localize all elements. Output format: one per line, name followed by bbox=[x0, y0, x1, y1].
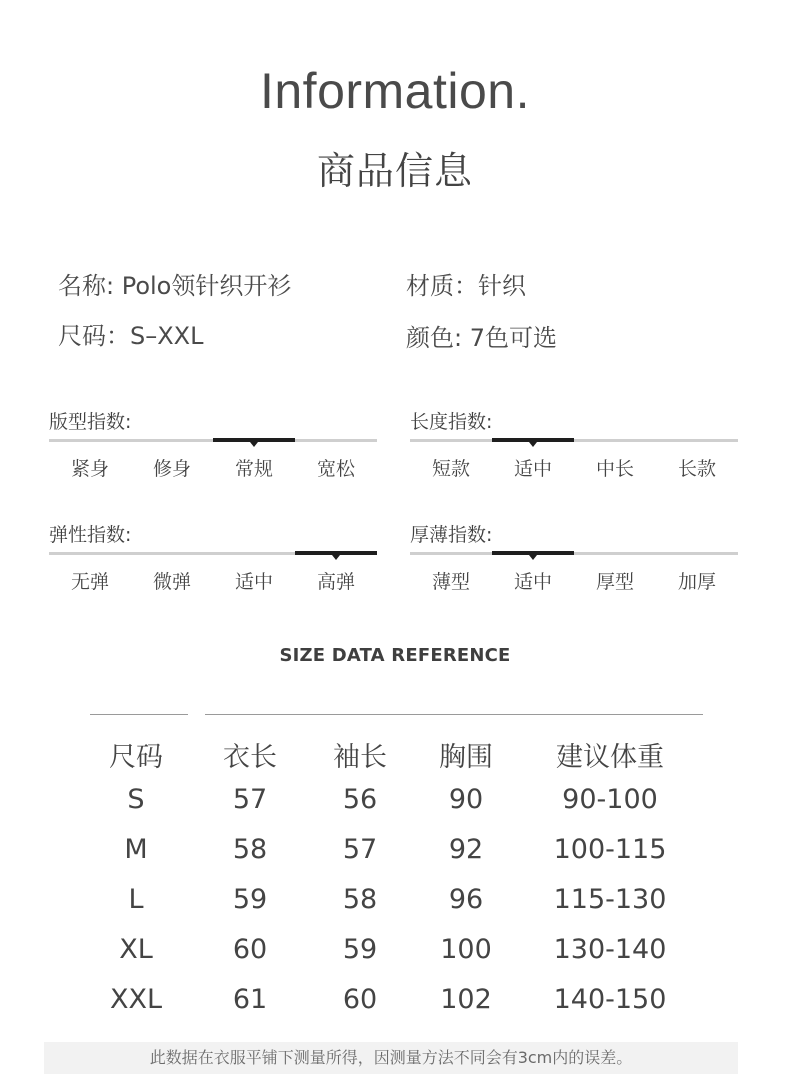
table-cell: 59 bbox=[342, 934, 378, 965]
table-cell: L bbox=[128, 884, 144, 915]
size-data-heading: SIZE DATA REFERENCE bbox=[279, 645, 511, 666]
table-header-cell: 尺码 bbox=[109, 742, 163, 773]
length-index-title: 长度指数: bbox=[410, 411, 493, 433]
table-header-cell: 胸围 bbox=[439, 742, 493, 773]
table-cell: 102 bbox=[440, 984, 492, 1015]
thickness-option: 厚型 bbox=[595, 571, 634, 593]
thickness-option: 薄型 bbox=[431, 571, 470, 593]
table-cell: 57 bbox=[342, 834, 378, 865]
product-name: 名称: Polo领针织开衫 bbox=[58, 272, 292, 300]
table-cell: S bbox=[127, 784, 145, 815]
table-header-cell: 建议体重 bbox=[556, 742, 664, 773]
fit-index-track bbox=[49, 439, 377, 442]
thickness-index-title: 厚薄指数: bbox=[410, 524, 493, 546]
fit-index-marker bbox=[213, 438, 295, 442]
table-header-cell: 袖长 bbox=[333, 742, 387, 773]
elasticity-option: 高弹 bbox=[316, 571, 355, 593]
elasticity-index bbox=[49, 522, 377, 594]
elasticity-index-marker bbox=[295, 551, 377, 555]
table-cell: 115-130 bbox=[553, 884, 667, 915]
table-cell: 60 bbox=[232, 934, 268, 965]
table-cell: 96 bbox=[448, 884, 484, 915]
thickness-option: 适中 bbox=[513, 571, 552, 593]
table-cell: 90 bbox=[448, 784, 484, 815]
length-index bbox=[410, 409, 738, 481]
elasticity-option: 无弹 bbox=[70, 571, 109, 593]
table-cell: 92 bbox=[448, 834, 484, 865]
elasticity-option: 微弹 bbox=[152, 571, 191, 593]
title-english: Information. bbox=[259, 63, 530, 119]
length-index-track bbox=[410, 439, 738, 442]
table-cell: 57 bbox=[232, 784, 268, 815]
table-cell: 58 bbox=[342, 884, 378, 915]
elasticity-option: 适中 bbox=[234, 571, 273, 593]
product-colors: 颜色: 7色可选 bbox=[406, 324, 557, 352]
length-option: 短款 bbox=[431, 458, 470, 480]
fit-index bbox=[49, 409, 377, 481]
table-cell: M bbox=[124, 834, 148, 865]
table-cell: 100-115 bbox=[553, 834, 667, 865]
table-cell: 61 bbox=[232, 984, 268, 1015]
thickness-index-track bbox=[410, 552, 738, 555]
length-option: 中长 bbox=[595, 458, 634, 480]
fit-option: 修身 bbox=[152, 458, 191, 480]
measurement-note: 此数据在衣服平铺下测量所得，因测量方法不同会有3cm内的误差。 bbox=[44, 1042, 738, 1074]
fit-option: 宽松 bbox=[316, 458, 355, 480]
elasticity-index-track bbox=[49, 552, 377, 555]
product-material: 材质：针织 bbox=[406, 272, 526, 300]
table-divider-right bbox=[205, 714, 703, 715]
table-cell: 58 bbox=[232, 834, 268, 865]
table-cell: 90-100 bbox=[562, 784, 658, 815]
length-index-marker bbox=[492, 438, 574, 442]
fit-index-title: 版型指数: bbox=[49, 411, 132, 433]
table-cell: 59 bbox=[232, 884, 268, 915]
table-cell: 100 bbox=[440, 934, 492, 965]
table-header-cell: 衣长 bbox=[223, 742, 277, 773]
table-cell: 60 bbox=[342, 984, 378, 1015]
fit-option: 紧身 bbox=[70, 458, 109, 480]
table-cell: 56 bbox=[342, 784, 378, 815]
length-option: 长款 bbox=[677, 458, 716, 480]
table-cell: 140-150 bbox=[553, 984, 667, 1015]
table-cell: 130-140 bbox=[553, 934, 667, 965]
table-divider-left bbox=[90, 714, 188, 715]
thickness-index bbox=[410, 522, 738, 594]
elasticity-index-title: 弹性指数: bbox=[49, 524, 132, 546]
table-cell: XL bbox=[119, 934, 153, 965]
product-size-range: 尺码：S–XXL bbox=[58, 322, 204, 350]
table-cell: XXL bbox=[109, 984, 163, 1015]
title-chinese: 商品信息 bbox=[316, 149, 473, 193]
length-option: 适中 bbox=[513, 458, 552, 480]
fit-option: 常规 bbox=[234, 458, 273, 480]
thickness-index-marker bbox=[492, 551, 574, 555]
thickness-option: 加厚 bbox=[677, 571, 716, 593]
